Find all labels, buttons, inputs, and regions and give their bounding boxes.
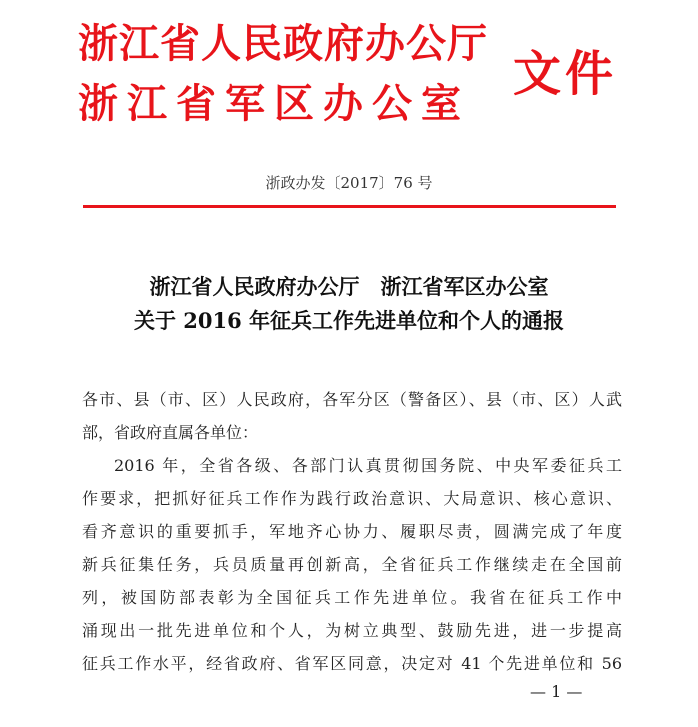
body-line: 新兵征集任务，兵员质量再创新高，全省征兵工作继续走在全国前 bbox=[82, 555, 622, 574]
document-body bbox=[82, 383, 622, 680]
red-divider bbox=[83, 205, 616, 208]
body-line: 涌现出一批先进单位和个人，为树立典型、鼓励先进，进一步提高 bbox=[82, 621, 622, 640]
page-number: — 1 — bbox=[530, 682, 583, 701]
issuer-name-military: 浙江省军区办公室 bbox=[78, 80, 470, 127]
body-line: 征兵工作水平，经省政府、省军区同意，决定对 41 个先进单位和 56 bbox=[82, 654, 622, 673]
title-line-1: 浙江省人民政府办公厅 浙江省军区办公室 bbox=[149, 274, 549, 299]
body-line: 各市、县（市、区）人民政府，各军分区（警备区）、县（市、区）人武 bbox=[82, 390, 622, 409]
body-line: 列，被国防部表彰为全国征兵工作先进单位。我省在征兵工作中 bbox=[82, 588, 622, 607]
body-line: 部，省政府直属各单位： bbox=[82, 423, 259, 442]
issuer-block bbox=[78, 14, 508, 134]
salutation bbox=[82, 383, 622, 449]
body-line: 看齐意识的重要抓手，军地齐心协力、履职尽责，圆满完成了年度 bbox=[82, 522, 622, 541]
body-line: 作要求，把抓好征兵工作作为践行政治意识、大局意识、核心意识、 bbox=[82, 489, 622, 508]
title-line-2: 关于 2016 年征兵工作先进单位和个人的通报 bbox=[133, 308, 565, 333]
document-title bbox=[0, 270, 698, 338]
document-label: 文件 bbox=[513, 46, 618, 102]
issuer-name-government: 浙江省人民政府办公厅 bbox=[78, 20, 488, 67]
paragraph bbox=[82, 449, 622, 680]
body-line: 2016 年，全省各级、各部门认真贯彻国务院、中央军委征兵工 bbox=[114, 456, 622, 475]
document-number: 浙政办发〔2017〕76 号 bbox=[265, 174, 433, 192]
